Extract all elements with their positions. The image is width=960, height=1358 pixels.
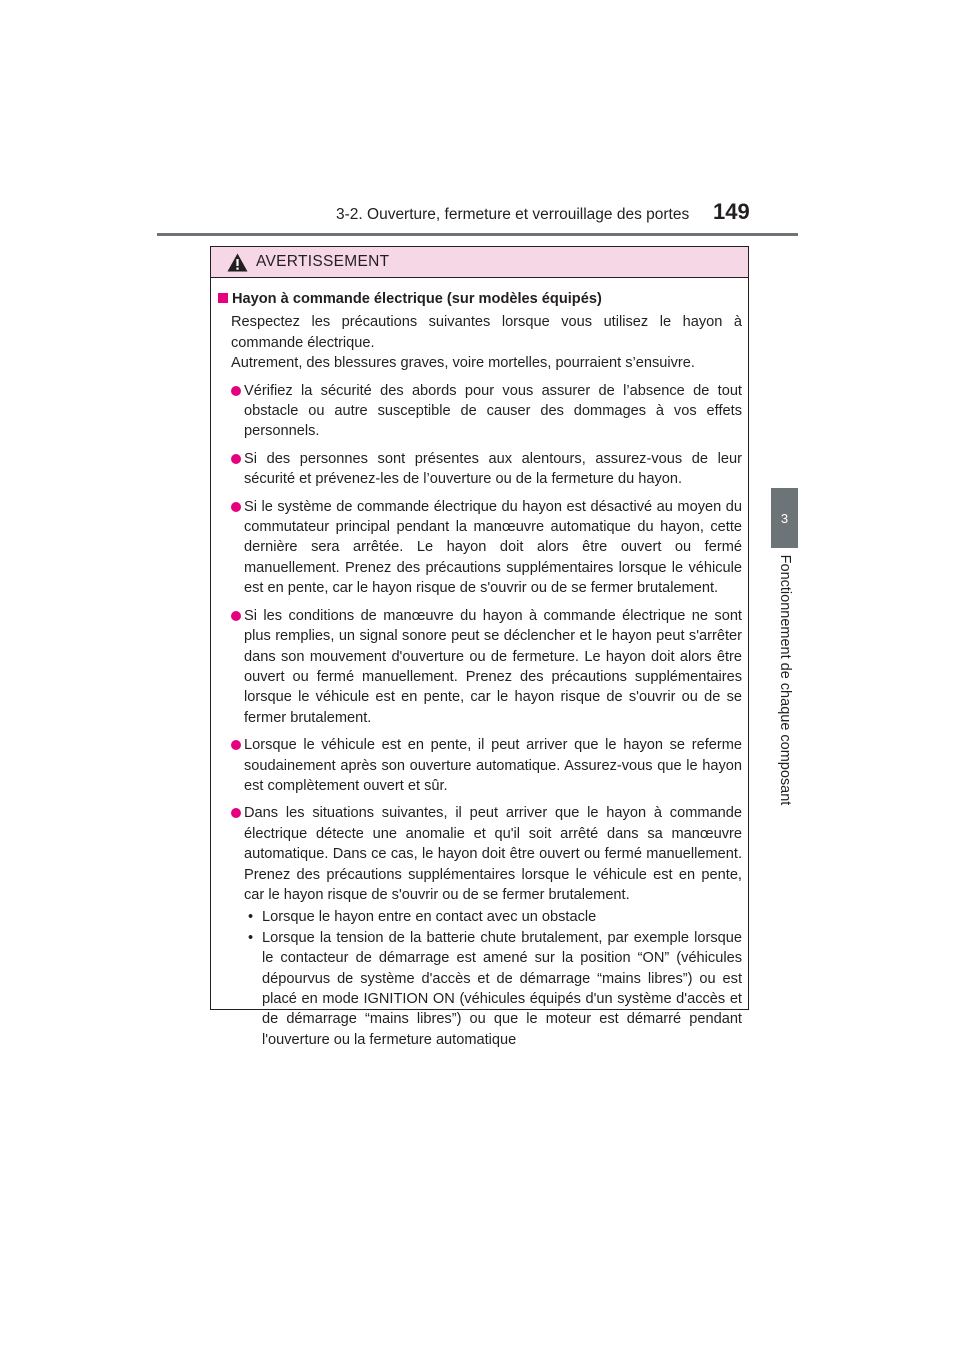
warning-sub-item (248, 907, 742, 927)
sub-bullet-icon: • (248, 909, 254, 926)
intro-paragraph: Autrement, des blessures graves, voire mortelles, pourraient s’ensuivre. (231, 355, 695, 372)
warning-bullet-item (231, 449, 742, 490)
warning-bullet-item (231, 381, 742, 442)
warning-section-title (218, 289, 742, 309)
round-bullet-icon (231, 740, 241, 750)
warning-sub-item (248, 928, 742, 1050)
round-bullet-icon (231, 386, 241, 396)
sub-bullet-icon: • (248, 929, 254, 946)
warning-header (211, 247, 748, 278)
square-bullet-icon (218, 293, 228, 303)
warning-triangle-icon (227, 253, 248, 272)
bullet-text: Si des personnes sont présentes aux alentours, assurez-vous de leur sécurité et prévenez-les de l’ouverture ou de la fermeture du hayon. (244, 450, 742, 488)
sub-item-text: Lorsque le hayon entre en contact avec un obstacle (262, 909, 597, 926)
sub-item-text: Lorsque la tension de la batterie chute brutalement, par exemple lorsque le contacteur de démarrage est amené sur la position “ON” (véhicules dépourvus de système d'accès et de démarrage “mains libres”) ou est placé en mode IGNITION ON (véhicules équipés d'un système d'accès et de démarrage “mains libres”) ou que le moteur est démarré pendant l'ouverture ou la fermeture automatique (262, 929, 742, 1048)
warning-sub-list (244, 907, 742, 1050)
warning-bullet-item (231, 606, 742, 728)
round-bullet-icon (231, 611, 241, 621)
section-header-title: 3-2. Ouverture, fermeture et verrouillage des portes (336, 206, 690, 223)
header-divider (157, 233, 798, 236)
bullet-text: Dans les situations suivantes, il peut arriver que le hayon à commande électrique détecte une anomalie et qu'il soit arrêté dans sa manœuvre automatique. Dans ce cas, le hayon doit être ouvert ou fermé manuellement. Prenez des précautions supplémentaires lorsque le véhicule est en pente, car le hayon risque de s'ouvrir ou de se fermer brutalement. (244, 805, 742, 903)
round-bullet-icon (231, 454, 241, 464)
warning-section-title-text: Hayon à commande électrique (sur modèles équipés) (232, 291, 602, 307)
page-number: 149 (713, 199, 750, 224)
warning-intro (218, 312, 742, 373)
warning-bullet-list (218, 381, 742, 1051)
chapter-tab[interactable] (771, 488, 798, 548)
intro-paragraph: Respectez les précautions suivantes lorsque vous utilisez le hayon à commande électrique. (231, 314, 742, 351)
bullet-text: Lorsque le véhicule est en pente, il peut arriver que le hayon se referme soudainement après son ouverture automatique. Assurez-vous que le hayon est complètement ouvert et sûr. (244, 737, 742, 794)
round-bullet-icon (231, 808, 241, 818)
bullet-text: Si le système de commande électrique du hayon est désactivé au moyen du commutateur principal pendant la manœuvre automatique du hayon, cette dernière sera arrêtée. Le hayon doit alors être ouvert ou fermé manuellement. Prenez des précautions supplémentaires lorsque le véhicule est en pente, car le hayon risque de s'ouvrir ou de se fermer brutalement. (244, 498, 742, 597)
chapter-side-label: Fonctionnement de chaque composant (777, 554, 793, 806)
round-bullet-icon (231, 502, 241, 512)
warning-label: AVERTISSEMENT (256, 253, 390, 270)
warning-bullet-item (231, 497, 742, 599)
warning-bullet-item (231, 735, 742, 796)
warning-body (211, 278, 748, 1050)
chapter-tab-number: 3 (780, 510, 789, 526)
warning-box (210, 246, 749, 1048)
bullet-text: Vérifiez la sécurité des abords pour vous assurer de l’absence de tout obstacle ou autre susceptible de causer des dommages à vos effets personnels. (244, 382, 742, 440)
bullet-text: Si les conditions de manœuvre du hayon à commande électrique ne sont plus remplies, un signal sonore peut se déclencher et le hayon peut s'arrêter dans son mouvement d'ouverture ou de fermeture. Le hayon doit alors être ouvert ou fermé manuellement. Prenez des précautions supplémentaires lorsque le véhicule est en pente, car le hayon risque de s'ouvrir ou de se fermer brutalement. (244, 607, 742, 726)
warning-bullet-item (231, 803, 742, 1050)
